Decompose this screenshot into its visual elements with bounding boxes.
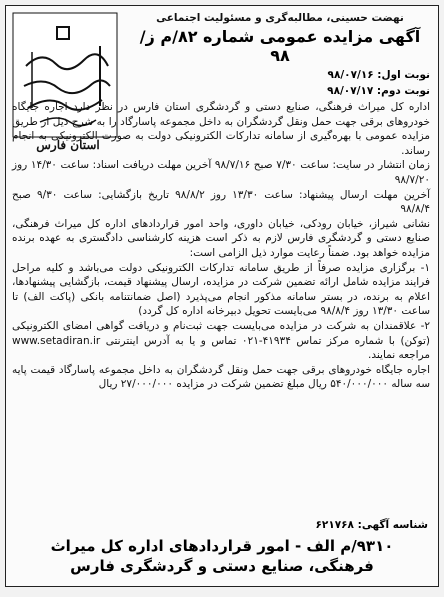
lease-details: اجاره جایگاه خودروهای برقی جهت حمل ونقل گردشگران به داخل مجموعه پاسارگاد قیمت پایه سه ساله ۵۴۰/۰۰۰/۰۰۰ ریال مبلغ تضمین شرکت در مزایده ۲۷/۰۰۰/۰۰۰ ریال [12, 363, 430, 391]
ad-code: شناسه آگهی: ۶۲۱۷۶۸ [315, 519, 428, 531]
condition-1: ۱- برگزاری مزایده صرفاً از طریق سامانه تدارکات الکترونیکی دولت می‌باشد و کلیه مراحل فرایند مزایده شامل ارائه تضمین شرکت در مزایده، ارسال پیشنهاد قیمت، بازگشایی پیشنهادها، اعلام به برنده، در بستر سامانه مذکور انجام می‌پذیرد (اصل ضمانتنامه بانکی (پاکت الف) تا ساعت ۱۳/۳۰ روز ۹۸/۸/۴ می‌بایست تحویل دبیرخانه اداره کل گردد) [12, 261, 430, 318]
ad-body [12, 100, 430, 392]
ad-title: آگهی مزایده عمومی شماره ۸۲/م ز/۹۸ [139, 27, 421, 65]
ad-header [130, 10, 430, 97]
publish-time: زمان انتشار در سایت: ساعت ۷/۳۰ صبح ۹۸/۷/۱۶ آخرین مهلت دریافت اسناد: ساعت ۱۴/۳۰ روز ۹۸/۷/۲۰ [12, 159, 430, 186]
condition-2: ۲- علاقمندان به شرکت در مزایده می‌بایست جهت ثبت‌نام و دریافت گواهی امضای الکترونیکی (توکن) با شماره مرکز تماس ۴۱۹۳۴-۰۲۱ تماس و یا به آدرس اینترنتی www.setadiran.ir مراجعه نمایند. [12, 319, 430, 362]
intro-paragraph: اداره کل میراث فرهنگی، صنایع دستی و گردشگری استان فارس در نظر دارد اجاره جایگاه خودروهای برقی جهت حمل ونقل گردشگران به داخل مجموعه پاسارگاد را به شرح ذیل از طریق مزایده عمومی با بهره‌گیری از سامانه تدارکات الکترونیکی دولت به صورت الکترونیکی به انجام رساند. [12, 101, 430, 157]
first-publication-date: نوبت اول: ۹۸/۰۷/۱۶ [327, 69, 430, 81]
province-caption: استان فارس [36, 138, 100, 152]
slogan: نهضت حسینی، مطالبه‌گری و مسئولیت اجتماعی [156, 12, 404, 24]
footer-title: ۹۳۱۰/م الف - امور قراردادهای اداره کل میراث فرهنگی، صنایع دستی و گردشگری فارس [50, 537, 394, 575]
second-publication-date: نوبت دوم: ۹۸/۰۷/۱۷ [327, 85, 430, 97]
deadline: آخرین مهلت ارسال پیشنهاد: ساعت ۱۳/۳۰ روز ۹۸/۸/۲ تاریخ بازگشایی: ساعت ۹/۳۰ صبح ۹۸/۸/۴ [12, 188, 431, 216]
newspaper-ad [5, 5, 439, 587]
address-paragraph: نشانی شیراز، خیابان رودکی، خیابان داوری، واحد امور قراردادهای اداره کل میراث فرهنگی، صنایع دستی و گردشگری فارس لازم به ذکر است هزینه کارشناسی دادگستری به عهده برنده مزایده خواهد بود. ضمناً رعایت موارد ذیل الزامی است: [12, 217, 430, 259]
